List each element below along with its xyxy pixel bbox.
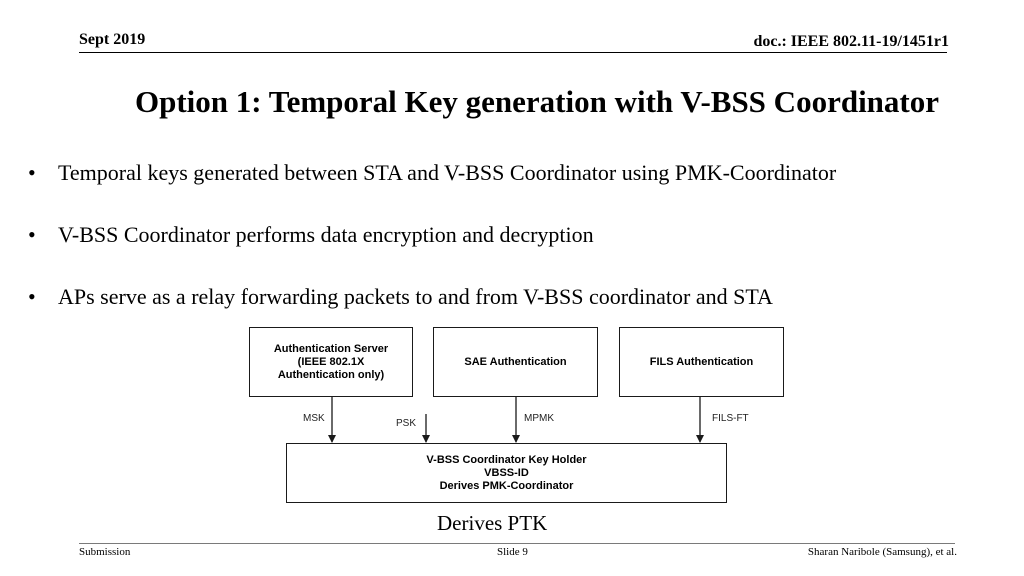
sae-authentication-box bbox=[433, 327, 598, 397]
bullet-text: APs serve as a relay forwarding packets to and from V-BSS coordinator and STA bbox=[58, 284, 773, 309]
msk-label: MSK bbox=[303, 413, 325, 424]
slide-title: Option 1: Temporal Key generation with V-BSS Coordinator bbox=[134, 84, 940, 119]
auth-server-line: Authentication Server bbox=[273, 342, 389, 355]
header-date: Sept 2019 bbox=[79, 31, 146, 48]
auth-server-box bbox=[249, 327, 413, 397]
bullet-item bbox=[28, 284, 998, 310]
fils-authentication-label: FILS Authentication bbox=[649, 355, 754, 368]
header-doc-id: doc.: IEEE 802.11-19/1451r1 bbox=[753, 33, 949, 50]
footer-slide-number: Slide 9 bbox=[497, 546, 528, 558]
fils-authentication-box bbox=[619, 327, 784, 397]
fils-ft-label: FILS-FT bbox=[712, 413, 749, 424]
header-divider bbox=[79, 52, 947, 53]
derives-ptk-caption: Derives PTK bbox=[437, 511, 548, 535]
footer-author: Sharan Naribole (Samsung), et al. bbox=[807, 546, 957, 558]
bullet-item bbox=[28, 222, 998, 248]
coordinator-line: V-BSS Coordinator Key Holder bbox=[426, 453, 587, 466]
bullet-text: Temporal keys generated between STA and V-BSS Coordinator using PMK-Coordinator bbox=[58, 160, 837, 185]
mpmk-label: MPMK bbox=[524, 413, 554, 424]
psk-label: PSK bbox=[396, 418, 417, 429]
coordinator-line: Derives PMK-Coordinator bbox=[439, 479, 574, 492]
coordinator-key-holder-box bbox=[286, 443, 727, 503]
coordinator-line: VBSS-ID bbox=[484, 466, 529, 479]
bullet-list bbox=[28, 160, 998, 346]
footer-divider bbox=[79, 543, 955, 544]
bullet-text: V-BSS Coordinator performs data encryption and decryption bbox=[58, 222, 594, 247]
bullet-icon: • bbox=[28, 222, 36, 247]
auth-server-line: (IEEE 802.1X bbox=[297, 355, 365, 368]
sae-authentication-label: SAE Authentication bbox=[464, 355, 567, 368]
footer-submission: Submission bbox=[79, 546, 131, 558]
bullet-item bbox=[28, 160, 998, 186]
auth-server-line: Authentication only) bbox=[277, 368, 385, 381]
bullet-icon: • bbox=[28, 284, 36, 309]
bullet-icon: • bbox=[28, 160, 36, 185]
